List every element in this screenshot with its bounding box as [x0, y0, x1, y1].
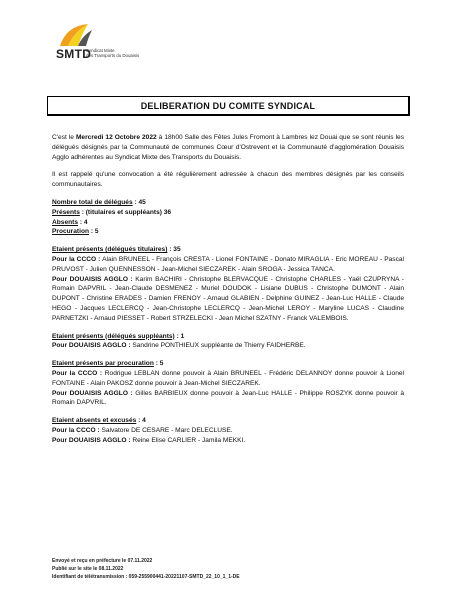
titulaires-count: : 35 [167, 246, 181, 254]
ccco-label: Pour la CCCO : [52, 426, 100, 434]
counts-block [52, 198, 404, 237]
absents-da [52, 436, 404, 446]
logo-subtitle-line1: Syndicat Mixte [86, 48, 115, 53]
da-names: Karim BACHIRI - Christophe BLERVACQUE - Christophe CHARLES - Yaël CZUPRYNA - Romain DAPVRIL - Jean-Claude DESMENEZ - Muriel DOUDOK - Lisiane DUBUS - Christophe DUMONT - Alain DUPONT - Christine ERADES - Damien FRENOY - Arnaud GLABIEN - Delphine GUINEZ - Jean-Luc HALLE - Claude HEGO - Jacques LECLERCQ - Jean-Christophe LECLERCQ - Jean-Michel LEROY - Maryline LUCAS - Claudine PARNETZKI - Arnaud PIESSET - Robert STRZELECKI - Jean Michel SZATNY - Franck VALEMBOIS. [52, 275, 404, 322]
footer-published: Publié sur le site le 08.11.2022 [52, 566, 124, 572]
intro-paragraph [52, 133, 404, 162]
proxy-line [52, 227, 404, 237]
procuration-da [52, 389, 404, 409]
ccco-names: Rodrigue LEBLAN donne pouvoir à Alain BRUNEEL - Frédéric DELANNOY donne pouvoir à Lionel FONTAINE - Alain PAKOSZ donne pouvoir à Jean-Michel SIECZAREK. [52, 369, 404, 387]
da-label: Pour DOUAISIS AGGLO : [52, 342, 131, 350]
document-title-text: DELIBERATION DU COMITE SYNDICAL [140, 100, 316, 111]
total-line [52, 198, 404, 208]
procuration-ccco [52, 369, 404, 389]
smtd-logo-icon [52, 20, 102, 50]
suppleants-da [52, 341, 404, 351]
proxy-value: : 5 [89, 228, 99, 236]
absents-block [52, 416, 404, 445]
titulaires-block [52, 245, 404, 323]
absent-value: : 4 [78, 218, 88, 226]
da-label: Pour DOUAISIS AGGLO : [52, 389, 133, 397]
absents-count: : 4 [136, 417, 146, 425]
ccco-label: Pour la CCCO : [52, 255, 101, 263]
da-label: Pour DOUAISIS AGGLO : [52, 436, 131, 444]
intro-part1: C'est le [52, 134, 76, 141]
procuration-heading-text: Etaient présents par procuration [52, 360, 154, 368]
proxy-label: Procuration [52, 228, 90, 236]
logo-subtitle-line2: des Transports du Douaisis [86, 53, 140, 58]
total-label: Nombre total de délégués [52, 198, 133, 206]
meeting-date: Mercredi 12 Octobre 2022 [75, 134, 157, 141]
ccco-label: Pour la CCCO : [52, 369, 103, 377]
present-label: Présents [52, 208, 80, 216]
absent-line [52, 218, 404, 228]
present-line [52, 208, 404, 218]
procuration-heading [52, 359, 404, 369]
total-value: : 45 [132, 198, 146, 206]
logo-text: SMTD [56, 47, 92, 61]
footer-identifier: Identifiant de télétransmission : 059-255900441-20221107-SMTD_22_10_1_1-DE [52, 574, 240, 580]
da-names: Gilles BARBIEUX donne pouvoir à Jean-Luc HALLE - Philippe ROSZYK donne pouvoir à Romain DAPVRIL. [52, 389, 404, 407]
logo-subtitle [86, 48, 156, 58]
da-label: Pour DOUAISIS AGGLO : [52, 275, 133, 283]
present-value: : (titulaires et suppléants) 36 [79, 208, 172, 216]
ccco-names: Alain BRUNEEL - François CRESTA - Lionel FONTAINE - Donato MIRAGLIA - Eric MOREAU - Pascal PRUVOST - Julien QUENNESSON - Jean-Michel SIECZAREK - Alain SROGA - Jessica TANCA. [52, 255, 405, 273]
footer-prefecture: Envoyé et reçu en préfecture le 07.11.2022 [52, 558, 153, 564]
absents-heading-text: Etaient absents et excusés [52, 417, 137, 425]
suppleants-block [52, 332, 404, 352]
absents-ccco [52, 426, 404, 436]
ccco-names: Salvatore DE CESARE - Marc DELECLUSE. [99, 426, 233, 434]
document-title [47, 96, 410, 116]
titulaires-ccco [52, 255, 404, 275]
suppleants-heading [52, 332, 404, 342]
titulaires-da [52, 275, 404, 324]
titulaires-heading-text: Etaient présents (délégués titulaires) [52, 246, 168, 254]
procuration-block [52, 359, 404, 408]
transmission-footer [52, 557, 412, 581]
absent-label: Absents [52, 218, 79, 226]
document-body [52, 133, 404, 454]
da-names: Reine Elise CARLIER - Jamila MEKKI. [130, 436, 246, 444]
suppleants-count: : 1 [174, 332, 185, 340]
procuration-count: : 5 [153, 360, 164, 368]
da-names: Sandrine PONTHIEUX suppléante de Thierry FAIDHERBE. [130, 342, 306, 350]
smtd-logo [50, 20, 160, 72]
reminder-paragraph: Il est rappelé qu'une convocation a été régulièrement adressée à chacun des membres désignés par les conseils communautaires. [52, 171, 404, 189]
suppleants-heading-text: Etaient présents (délégués suppléants) [52, 332, 175, 340]
titulaires-heading [52, 245, 404, 255]
intro-part2: à 18h00 Salle des Fêtes Jules Fromont à Lambres lez Douai que se sont réunis les délégués désignés par la Communauté de communes Cœur d'Ostrevent et la Communauté d'agglomération Douaisis Agglo adhérentes au Syndicat Mixte des Transports du Douaisis. [52, 134, 404, 161]
absents-heading [52, 416, 404, 426]
